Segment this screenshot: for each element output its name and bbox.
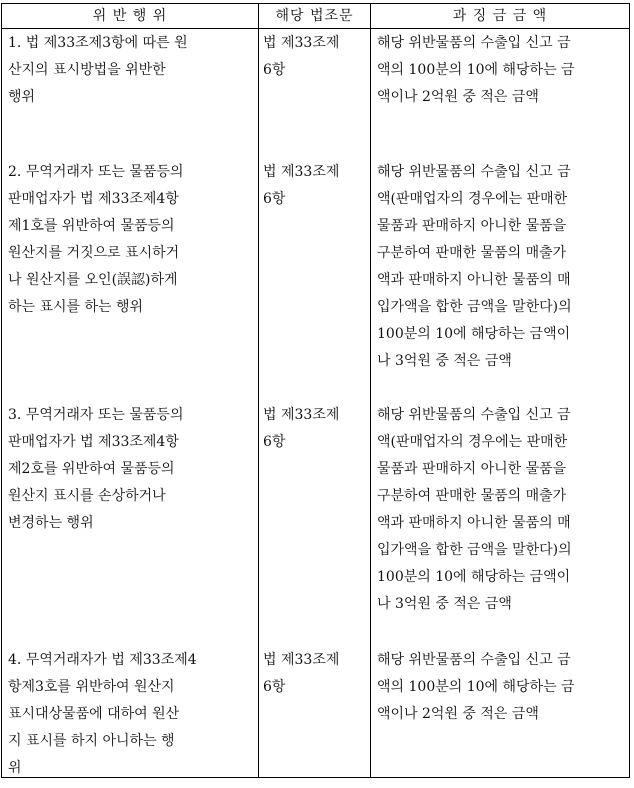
row-1-fine: 해당 위반물품의 수출입 신고 금 액의 100분의 10에 해당하는 금 액이나 2억원 중 적은 금액	[377, 35, 575, 105]
penalty-table	[1, 3, 630, 778]
header-violation: 위 반 행 위	[92, 8, 168, 24]
row-2-violation: 2. 무역거래자 또는 물품등의 판매업자가 법 제33조제4항 제1호를 위반하여 물품등의 원산지를 거짓으로 표시하거 나 원산지를 오인(誤認)하게 하는 표시를 하는 행위	[8, 164, 184, 315]
row-1-violation: 1. 법 제33조제3항에 따른 원 산지의 표시방법을 위반한 행위	[8, 35, 188, 105]
row-4-violation: 4. 무역거래자가 법 제33조제4 항제3호를 위반하여 원산지 표시대상물품에 대하여 원산 지 표시를 하지 아니하는 행 위	[8, 652, 197, 776]
row-4-fine: 해당 위반물품의 수출입 신고 금 액의 100분의 10에 해당하는 금 액이나 2억원 중 적은 금액	[377, 652, 575, 722]
row-3-article: 법 제33조제 6항	[263, 407, 340, 450]
header-divider	[2, 28, 629, 29]
row-2-article: 법 제33조제 6항	[263, 164, 340, 207]
row-1-article: 법 제33조제 6항	[263, 35, 340, 78]
row-3-fine: 해당 위반물품의 수출입 신고 금 액(판매업자의 경우에는 판매한 물품과 판매하지 아니한 물품을 구분하여 판매한 물품의 매출가 액과 판매하지 아니한 물품의 매 입가액을 합한 금액을 말한다)의 100분의 10에 해당하는 금액이 나 3억원 중 적은 금액	[377, 407, 572, 612]
row-2-fine: 해당 위반물품의 수출입 신고 금 액(판매업자의 경우에는 판매한 물품과 판매하지 아니한 물품을 구분하여 판매한 물품의 매출가 액과 판매하지 아니한 물품의 매 입가액을 합한 금액을 말한다)의 100분의 10에 해당하는 금액이 나 3억원 중 적은 금액	[377, 164, 572, 369]
header-fine: 과 징 금 금 액	[452, 8, 548, 24]
row-3-violation: 3. 무역거래자 또는 물품등의 판매업자가 법 제33조제4항 제2호를 위반하여 물품등의 원산지 표시를 손상하거나 변경하는 행위	[8, 407, 184, 531]
header-article: 해당 법조문	[275, 8, 354, 24]
row-4-article: 법 제33조제 6항	[263, 652, 340, 695]
